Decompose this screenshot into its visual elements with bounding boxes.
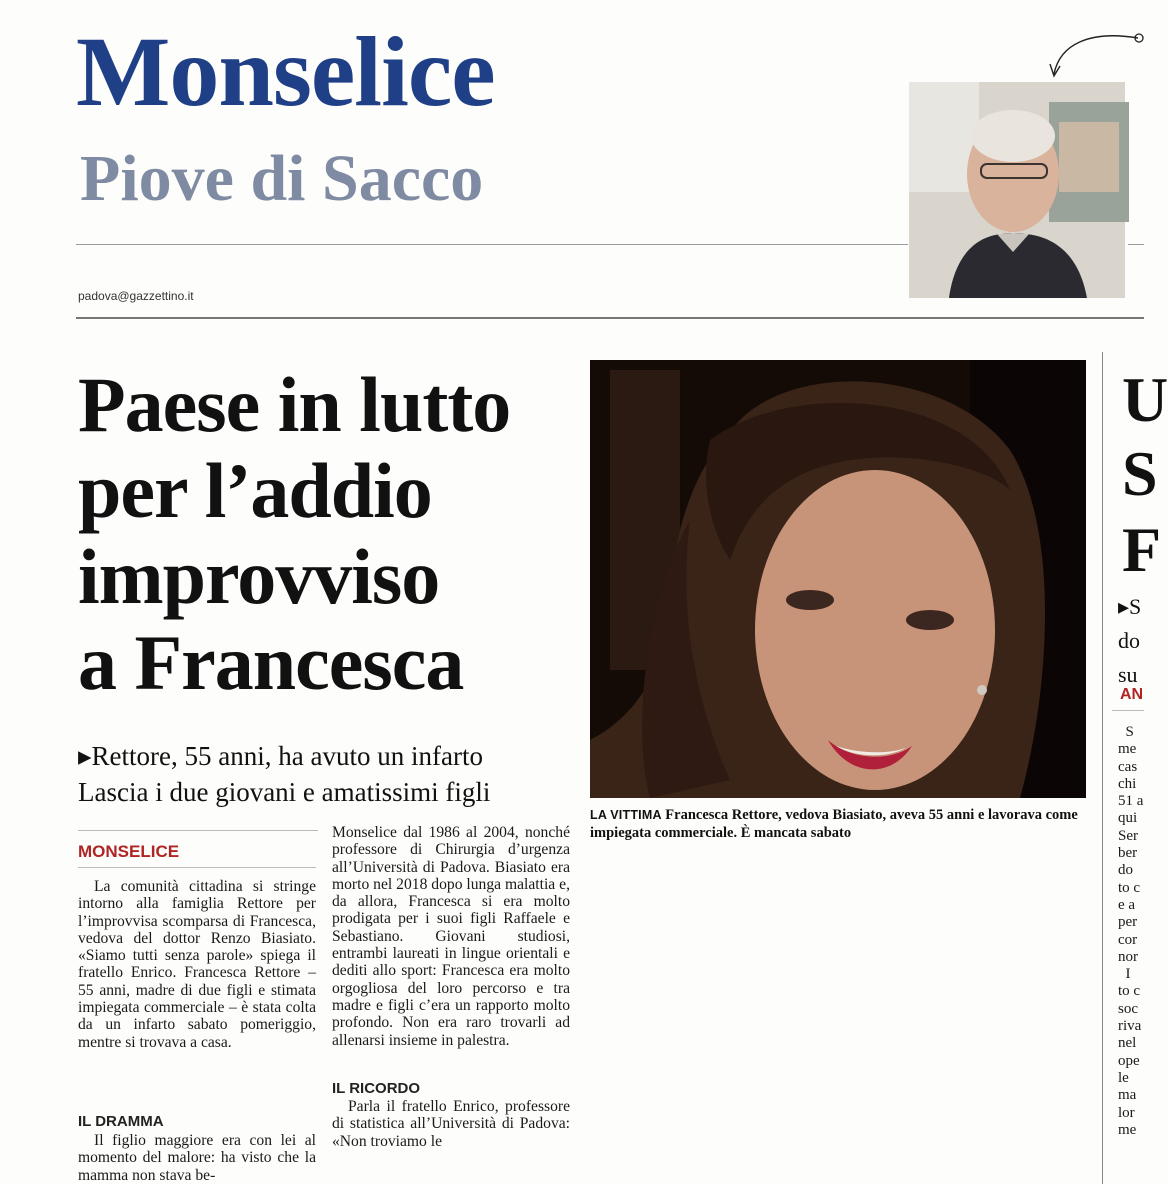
section-subtitle: Piove di Sacco [80, 142, 484, 215]
right-summary [1118, 590, 1141, 692]
portrait-image [909, 82, 1125, 298]
column-divider [1102, 352, 1103, 1184]
section-heading: IL DRAMMA [78, 1113, 164, 1130]
header-divider-right [1128, 244, 1144, 245]
right-body-column: S me cas chi 51 a qui Ser ber do to c e a per cor nor I to c soc riva nel ope le ma lor me [1118, 724, 1144, 1138]
section-heading: IL RICORDO [332, 1080, 421, 1097]
summary-divider [78, 830, 318, 831]
caption-label: LA VITTIMA [590, 808, 662, 822]
contact-email: padova@gazzettino.it [78, 289, 194, 303]
kicker-rule [78, 867, 316, 868]
right-headline-line: U [1122, 364, 1168, 435]
columnist-portrait [909, 82, 1125, 298]
headline-line: improvviso [78, 533, 440, 620]
summary-line: ▸Rettore, 55 anni, ha avuto un infarto [78, 741, 483, 771]
body-column-1-continued: Il figlio maggiore era con lei al momento del malore: ha visto che la mamma non stava be- [78, 1132, 316, 1184]
article-headline [78, 362, 598, 706]
curved-arrow-icon [1040, 26, 1144, 82]
section-title: Monselice [76, 16, 495, 127]
summary-line: Lascia i due giovani e amatissimi figli [78, 777, 491, 807]
right-kicker: AN [1120, 686, 1144, 703]
right-summary-line: do [1118, 628, 1140, 653]
dateline-kicker: MONSELICE [78, 842, 180, 861]
right-summary-line: su [1118, 662, 1138, 687]
right-headline-line: S [1122, 438, 1158, 509]
photo-caption [590, 806, 1090, 842]
headline-line: a Francesca [78, 619, 464, 706]
right-headline-line: F [1122, 514, 1162, 585]
right-summary-line: ▸S [1118, 594, 1142, 619]
body-column-2-continued: Parla il fratello Enrico, professore di statistica all’Università di Padova: «Non troviamo le [332, 1098, 570, 1150]
caption-text: Francesca Rettore, vedova Biasiato, aveva 55 anni e lavorava come impiegata commerciale. È mancata sabato [590, 807, 1078, 841]
article-summary [78, 738, 588, 810]
headline-line: Paese in lutto [78, 361, 511, 448]
headline-line: per l’addio [78, 447, 432, 534]
victim-photo [590, 360, 1086, 798]
masthead-bottom-rule [76, 317, 1144, 319]
body-column-2: Monselice dal 1986 al 2004, nonché professore di Chirurgia d’urgenza all’Università di Padova. Biasiato era morto nel 2018 dopo lunga malattia e, da allora, Francesca si era molto prodigata per i suoi figli Raffaele e Sebastiano. Giovani studiosi, entrambi laureati in lingue orientali e dediti allo sport: Francesca era molto orgogliosa del loro percorso e tra madre e figli c’era un rapporto molto profondo. Non era raro trovarli ad allenarsi insieme in palestra. [332, 824, 570, 1049]
photo-image [590, 360, 1086, 798]
body-column-1: La comunità cittadina si stringe intorno alla famiglia Rettore per l’improvvisa scomparsa di Francesca, vedova del dottor Renzo Biasiato. «Siamo tutti senza parole» spiega il fratello Enrico. Francesca Rettore – 55 anni, madre di due figli e stimata impiegata commerciale – è stata colta da un infarto sabato pomeriggio, mentre si trovava a casa. [78, 878, 316, 1051]
right-kicker-rule [1112, 710, 1144, 711]
header-divider [76, 244, 908, 245]
